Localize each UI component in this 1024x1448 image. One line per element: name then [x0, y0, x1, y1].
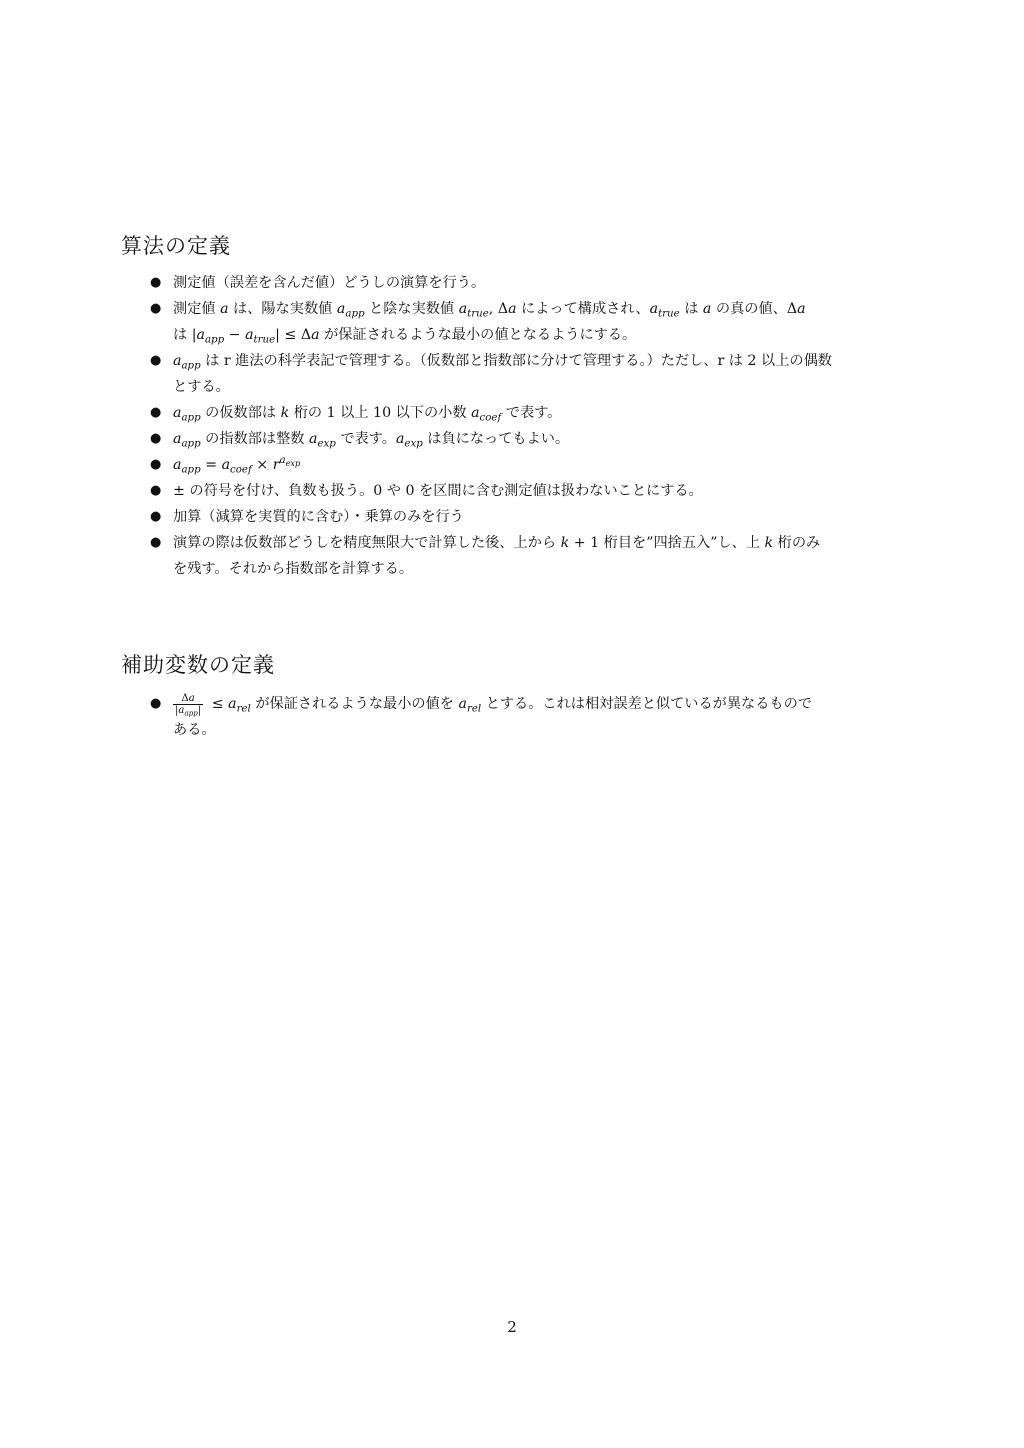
list-item [150, 348, 910, 400]
list-item [150, 400, 910, 426]
item-text: 加算（減算を実質的に含む）・乗算のみを行う [173, 509, 464, 525]
bullet-icon: ● [150, 301, 162, 316]
bullet-icon: ● [150, 696, 162, 711]
item-text: 測定値（誤差を含んだ値）どうしの演算を行う。 [173, 275, 486, 291]
bullet-icon: ● [150, 457, 162, 472]
list-item [150, 296, 910, 348]
list-item [150, 270, 910, 296]
item-text: $a_{app}$ は r 進法の科学表記で管理する。（仮数部と指数部に分けて管理する。）ただし、r は 2 以上の偶数 とする。 [173, 353, 832, 395]
item-text: $a_{app}$ の指数部は整数 $a_{exp}$ で表す。$a_{exp}$ は負になってもよい。 [173, 431, 570, 450]
item-text: 測定値 a は、陽な実数値 $a_{app}$ と陰な実数値 $a_{true}$, Δa によって構成され、$a_{true}$ は a の真の値、Δa は $|a_{app} - a_{true}| \le \Delta a$ が保証されるような最小の値となるようにする。 [173, 301, 806, 346]
item-text: 演算の際は仮数部どうしを精度無限大で計算した後、上から k + 1 桁目を”四捨五入”し、上 k 桁のみ を残す。それから指数部を計算する。 [173, 535, 821, 577]
section-heading-auxiliary-variable-definition: 補助変数の定義 [121, 653, 275, 677]
page-number: 2 [507, 1318, 517, 1336]
section-heading-algorithm-definition: 算法の定義 [121, 234, 231, 258]
list-item [150, 691, 910, 743]
item-text: $a_{app}$ の仮数部は k 桁の 1 以上 10 以下の小数 $a_{coef}$ で表す。 [173, 405, 562, 424]
bullet-icon: ● [150, 353, 162, 368]
fraction: $\frac{\Delta a}{|a_{app}|}$ [175, 692, 202, 718]
item-text: $a_{app} = a_{coef} \times r^{a_{exp}}$ [173, 455, 301, 476]
bullet-icon: ● [150, 483, 162, 498]
item-text: ± の符号を付け、負数も扱う。0 や 0 を区間に含む測定値は扱わないことにする。 [173, 483, 703, 499]
list-item [150, 504, 910, 530]
bullet-icon: ● [150, 405, 162, 420]
bullet-icon: ● [150, 431, 162, 446]
bullet-icon: ● [150, 535, 162, 550]
auxiliary-variable-list [150, 691, 910, 743]
bullet-icon: ● [150, 275, 162, 290]
bullet-icon: ● [150, 509, 162, 524]
list-item [150, 452, 910, 478]
algorithm-definition-list [150, 270, 910, 582]
list-item [150, 426, 910, 452]
list-item [150, 530, 910, 582]
list-item [150, 478, 910, 504]
item-text: $\frac{\Delta a}{|a_{app}|}$ ≤ $a_{rel}$ が保証されるような最小の値を $a_{rel}$ とする。これは相対誤差と似ているが異なるもので ある。 [173, 692, 812, 738]
